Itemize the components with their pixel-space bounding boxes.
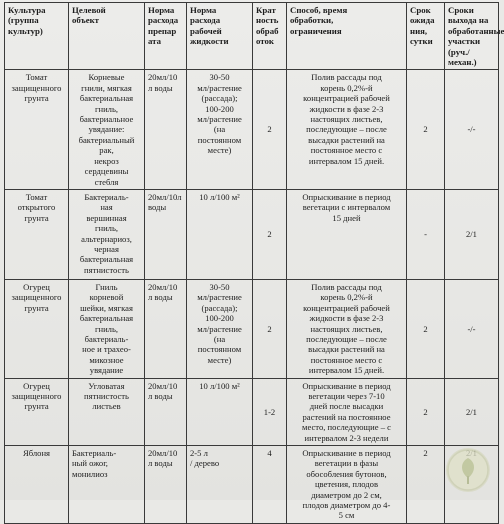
cell-exit: 2/1 <box>445 189 499 279</box>
table-row <box>5 279 499 378</box>
cell-exit: -/- <box>445 279 499 378</box>
table-row <box>5 189 499 279</box>
cell-target: Бактериаль- ная вершинная гниль, альтернариоз, черная бактериальная пятнистость <box>69 189 145 279</box>
cell-waiting: 2 <box>407 279 445 378</box>
cell-norm-liquid: 30-50 мл/растение (рассада); 100-200 мл/растение (на постоянном месте) <box>187 70 253 189</box>
cell-norm-liquid: 30-50 мл/растение (рассада); 100-200 мл/растение (на постоянном месте) <box>187 279 253 378</box>
cell-method: Полив рассады под корень 0,2%-й концентрацией рабочей жидкости в фазе 2-3 настоящих листьев, последующие – после высадки растений на постоянное место с интервалом 15 дней. <box>287 279 407 378</box>
cell-norm-liquid: 10 л/100 м² <box>187 189 253 279</box>
cell-multiplicity: 2 <box>253 70 287 189</box>
cell-crop: Огурец защищенного грунта <box>5 279 69 378</box>
watermark-logo <box>446 448 490 492</box>
cell-method: Опрыскивание в период вегетации через 7-10 дней после высадки растений на постоянное место, последующие – с интервалом 2-3 недели <box>287 378 407 445</box>
cell-method: Опрыскивание в период вегетации с интервалом 15 дней <box>287 189 407 279</box>
header-norm-prep: Норма расхода препар ата <box>145 3 187 70</box>
table-row <box>5 446 499 524</box>
cell-crop: Томат открытого грунта <box>5 189 69 279</box>
cell-method: Полив рассады под корень 0,2%-й концентрацией рабочей жидкости в фазе 2-3 настоящих листьев, последующие – после высадки растений на постоянное место с интервалом 15 дней. <box>287 70 407 189</box>
cell-norm-prep: 20мл/10 л воды <box>145 70 187 189</box>
watermark-leaf-icon <box>446 448 490 492</box>
cell-norm-liquid: 10 л/100 м² <box>187 378 253 445</box>
cell-target: Угловатая пятнистость листьев <box>69 378 145 445</box>
header-target: Целевой объект <box>69 3 145 70</box>
cell-waiting: 2 <box>407 446 445 524</box>
cell-norm-prep: 20мл/10 л воды <box>145 378 187 445</box>
cell-crop: Томат защищенного грунта <box>5 70 69 189</box>
table-row <box>5 70 499 189</box>
table-row <box>5 378 499 445</box>
cell-norm-prep: 20мл/10 л воды <box>145 446 187 524</box>
header-waiting: Срок ожида ния, сутки <box>407 3 445 70</box>
cell-norm-prep: 20мл/10л воды <box>145 189 187 279</box>
header-method: Способ, время обработки, ограничения <box>287 3 407 70</box>
pesticide-table <box>4 2 504 524</box>
cell-target: Бактериаль- ный ожог, монилиоз <box>69 446 145 524</box>
header-multiplicity: Крат ность обраб оток <box>253 3 287 70</box>
header-norm-liquid: Норма расхода рабочей жидкости <box>187 3 253 70</box>
cell-waiting: 2 <box>407 378 445 445</box>
cell-method: Опрыскивание в период вегетации в фазы обособления бутонов, цветения, плодов диаметром до 2 см, плодов диаметром до 4- 5 см <box>287 446 407 524</box>
cell-target: Гниль корневой шейки, мягкая бактериальная гниль, бактериаль- ное и трахео- микозное увядание <box>69 279 145 378</box>
cell-waiting: 2 <box>407 70 445 189</box>
cell-crop: Яблоня <box>5 446 69 524</box>
header-exit: Сроки выхода на обработанные участки (руч./механ.) <box>445 3 499 70</box>
cell-norm-liquid: 2-5 л / дерево <box>187 446 253 524</box>
cell-exit: -/- <box>445 70 499 189</box>
cell-target: Корневые гнили, мягкая бактериальная гниль, бактериальное увядание: бактериальный рак, некроз сердцевины стебля <box>69 70 145 189</box>
cell-multiplicity: 4 <box>253 446 287 524</box>
cell-waiting: - <box>407 189 445 279</box>
header-crop: Культура (группа культур) <box>5 3 69 70</box>
cell-exit: 2/1 <box>445 378 499 445</box>
table-header-row <box>5 3 499 70</box>
cell-crop: Огурец защищенного грунта <box>5 378 69 445</box>
cell-multiplicity: 2 <box>253 189 287 279</box>
cell-norm-prep: 20мл/10 л воды <box>145 279 187 378</box>
cell-multiplicity: 1-2 <box>253 378 287 445</box>
cell-multiplicity: 2 <box>253 279 287 378</box>
